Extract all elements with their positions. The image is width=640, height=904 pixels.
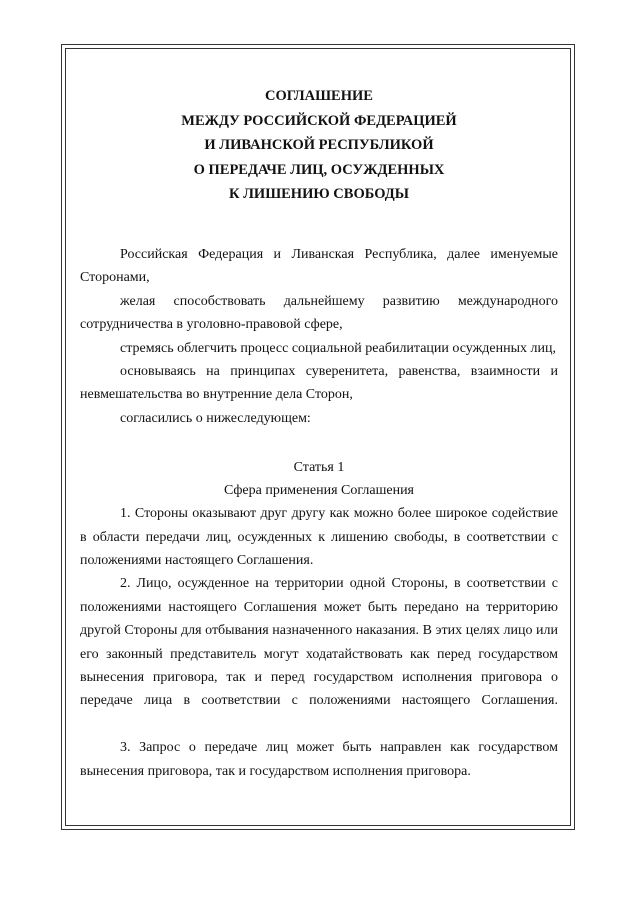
preamble-paragraph: согласились о нижеследующем: — [120, 410, 311, 426]
article-title: Сфера применения Соглашения — [223, 483, 414, 499]
title-line: К ЛИШЕНИЮ СВОБОДЫ — [228, 186, 409, 203]
title-line: МЕЖДУ РОССИЙСКОЙ ФЕДЕРАЦИЕЙ — [181, 112, 457, 129]
preamble-paragraph: стремясь облегчить процесс социальной реабилитации осужденных лиц, — [120, 340, 556, 356]
preamble — [80, 243, 558, 430]
preamble-paragraph: желая способствовать дальнейшему развитию международного сотрудничества в уголовно-правовой сфере, — [80, 293, 558, 333]
article-heading — [80, 456, 558, 502]
article-body — [80, 502, 558, 783]
article-paragraph: 1. Стороны оказывают друг другу как можно более широкое содействие в области передачи лиц, осужденных к лишению свободы, в соответствии с положениями настоящего Соглашения. — [80, 506, 558, 569]
title-line: СОГЛАШЕНИЕ — [265, 88, 373, 104]
article-paragraph: 3. Запрос о передаче лиц может быть направлен как государством вынесения приговора, так и государством исполнения приговора. — [80, 740, 558, 779]
document-title — [80, 84, 558, 207]
title-line: О ПЕРЕДАЧЕ ЛИЦ, ОСУЖДЕННЫХ — [193, 161, 445, 178]
preamble-paragraph: основываясь на принципах суверенитета, равенства, взаимности и невмешательства во внутренние дела Сторон, — [80, 364, 558, 403]
article-paragraph: 2. Лицо, осужденное на территории одной Стороны, в соответствии с положениями настоящего Соглашения может быть передано на территорию другой Стороны для отбывания назначенного наказания. В этих целях лицо или его законный представитель могут ходатайствовать как перед государством вынесения приговора, так и перед государством исполнения приговора о передаче лица в соответствии с положениями настоящего Соглашения. — [80, 576, 558, 709]
title-line: И ЛИВАНСКОЙ РЕСПУБЛИКОЙ — [204, 137, 434, 154]
preamble-paragraph: Российская Федерация и Ливанская Республика, далее именуемые Сторонами, — [80, 246, 558, 286]
article-number: Статья 1 — [293, 460, 345, 476]
document-body — [80, 84, 558, 783]
